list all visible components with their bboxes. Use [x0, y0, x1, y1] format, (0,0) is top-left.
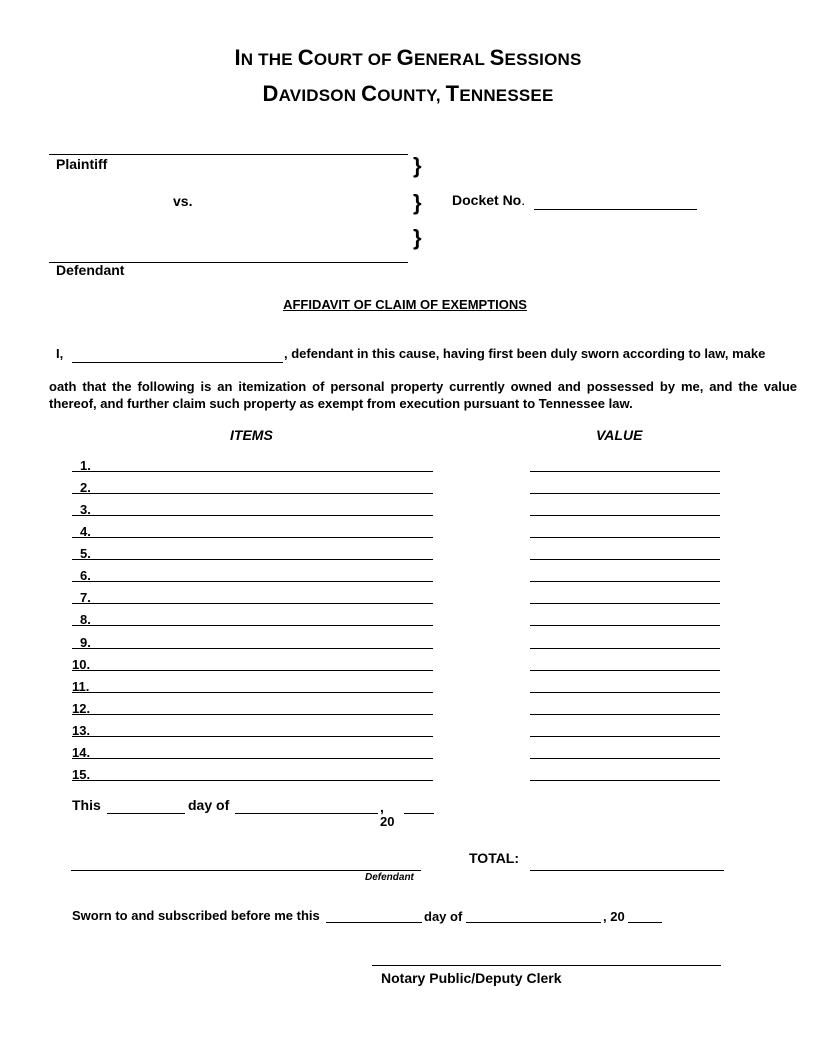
item-number: 12. [72, 701, 91, 716]
item-description-field[interactable] [72, 559, 433, 560]
items-header: ITEMS [230, 427, 273, 443]
statement-prefix: I, [56, 346, 64, 361]
item-description-field[interactable] [72, 493, 433, 494]
title-smallcaps: OUNTY, [377, 86, 446, 105]
year-prefix: 20 [380, 814, 395, 829]
item-value-field[interactable] [530, 758, 720, 759]
title-smallcaps: AVIDSON [278, 86, 362, 105]
item-number: 8. [80, 612, 91, 627]
title-initial: C [297, 45, 314, 70]
year-field[interactable] [404, 813, 434, 814]
item-description-field[interactable] [72, 758, 433, 759]
day-field[interactable] [107, 813, 185, 814]
docket-label-text: Docket No [452, 192, 522, 208]
item-value-field[interactable] [530, 625, 720, 626]
notary-signature-line[interactable] [372, 965, 721, 966]
item-value-field[interactable] [530, 692, 720, 693]
title-smallcaps: OURT OF [313, 50, 397, 69]
title-smallcaps: ENERAL [413, 50, 490, 69]
defendant-label: Defendant [56, 262, 125, 278]
item-number: 6. [80, 568, 91, 583]
item-value-field[interactable] [530, 736, 720, 737]
item-number: 2. [80, 480, 91, 495]
form-title: AFFIDAVIT OF CLAIM OF EXEMPTIONS [283, 297, 527, 312]
court-title-line-1 [0, 45, 816, 71]
statement-body: oath that the following is an itemization of personal property currently owned and possessed by me, and the value thereof, and further claim such property as exempt from execution pursuant to Tennessee law. [49, 379, 797, 411]
day-of-label: day of [188, 797, 230, 813]
item-description-field[interactable] [72, 603, 433, 604]
item-number: 10. [72, 657, 91, 672]
title-smallcaps: ENNESSEE [459, 86, 554, 105]
title-initial: I [234, 45, 241, 70]
title-initial: T [445, 81, 460, 106]
jurat-month-field[interactable] [466, 922, 601, 923]
title-initial: D [262, 81, 279, 106]
item-description-field[interactable] [72, 581, 433, 582]
item-description-field[interactable] [72, 780, 433, 781]
item-description-field[interactable] [72, 515, 433, 516]
item-value-field[interactable] [530, 648, 720, 649]
item-value-field[interactable] [530, 471, 720, 472]
caption-brace: } [413, 153, 422, 178]
defendant-signature-caption: Defendant [365, 872, 414, 883]
item-value-field[interactable] [530, 670, 720, 671]
jurat-day-field[interactable] [326, 922, 422, 923]
title-initial: S [489, 45, 505, 70]
item-number: 7. [80, 590, 91, 605]
item-description-field[interactable] [72, 692, 433, 693]
item-number: 5. [80, 546, 91, 561]
docket-label [452, 192, 525, 208]
total-field[interactable] [530, 870, 724, 871]
value-header: VALUE [596, 427, 643, 443]
title-initial: G [396, 45, 414, 70]
date-comma: , [380, 799, 384, 815]
month-field[interactable] [235, 813, 378, 814]
notary-label: Notary Public/Deputy Clerk [381, 970, 562, 986]
court-title-line-2 [0, 81, 816, 107]
vs-label: vs. [173, 193, 193, 209]
item-description-field[interactable] [72, 537, 433, 538]
statement-suffix: , defendant in this cause, having first been duly sworn according to law, make [284, 346, 766, 361]
plaintiff-line[interactable] [49, 154, 408, 155]
item-value-field[interactable] [530, 559, 720, 560]
item-value-field[interactable] [530, 714, 720, 715]
this-label: This [72, 797, 101, 813]
plaintiff-label: Plaintiff [56, 156, 108, 172]
affiant-name-field[interactable] [72, 362, 283, 363]
jurat-sworn-text: Sworn to and subscribed before me this [72, 908, 320, 923]
jurat-day-of-label: day of [424, 909, 463, 924]
item-description-field[interactable] [72, 670, 433, 671]
item-value-field[interactable] [530, 581, 720, 582]
docket-label-dot: . [521, 192, 526, 208]
item-number: 9. [80, 635, 91, 650]
item-description-field[interactable] [72, 648, 433, 649]
item-number: 3. [80, 502, 91, 517]
jurat-year-field[interactable] [628, 922, 662, 923]
item-description-field[interactable] [72, 736, 433, 737]
item-number: 4. [80, 524, 91, 539]
item-description-field[interactable] [72, 714, 433, 715]
item-value-field[interactable] [530, 603, 720, 604]
item-description-field[interactable] [72, 625, 433, 626]
item-number: 13. [72, 723, 91, 738]
item-number: 14. [72, 745, 91, 760]
caption-brace: } [413, 225, 422, 250]
docket-number-field[interactable] [534, 209, 697, 210]
jurat-year-text: , 20 [603, 909, 625, 924]
title-smallcaps: ESSIONS [504, 50, 582, 69]
item-number: 15. [72, 767, 91, 782]
title-initial: C [361, 81, 378, 106]
title-smallcaps: N THE [240, 50, 298, 69]
total-label: TOTAL: [469, 850, 520, 866]
caption-brace: } [413, 190, 422, 215]
item-value-field[interactable] [530, 515, 720, 516]
item-number: 11. [72, 679, 90, 694]
item-value-field[interactable] [530, 780, 720, 781]
item-number: 1. [80, 458, 91, 473]
item-description-field[interactable] [72, 471, 433, 472]
item-value-field[interactable] [530, 537, 720, 538]
defendant-signature-line[interactable] [71, 870, 421, 871]
item-value-field[interactable] [530, 493, 720, 494]
